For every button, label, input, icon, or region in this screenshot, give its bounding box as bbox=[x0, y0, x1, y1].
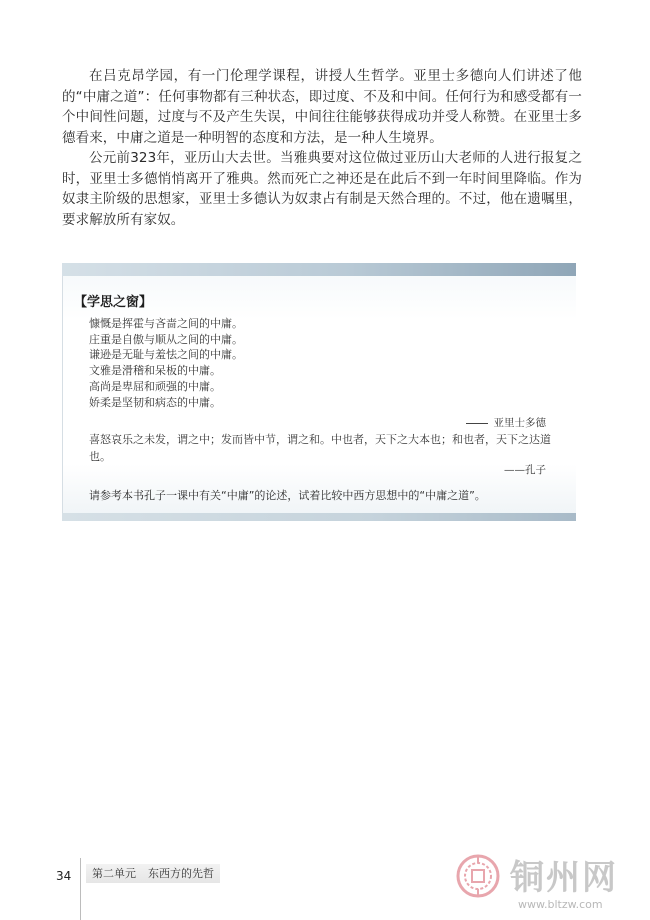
watermark-url: www.bltzw.com bbox=[518, 898, 603, 911]
seal-icon bbox=[456, 854, 500, 898]
watermark-logo bbox=[456, 848, 640, 916]
box-title: 【学思之窗】 bbox=[74, 295, 153, 310]
unit-label bbox=[86, 864, 220, 883]
quote-line: 谦逊是无耻与羞怯之间的中庸。 bbox=[89, 348, 243, 362]
quote-line: 高尚是卑屈和顽强的中庸。 bbox=[89, 379, 221, 393]
page-number: 34 bbox=[56, 869, 72, 883]
exercise-prompt: 请参考本书孔子一课中有关“中庸”的论述，试着比较中西方思想中的“中庸之道”。 bbox=[89, 489, 486, 502]
confucius-quote: 喜怒哀乐之未发，谓之中；发而皆中节，谓之和。中也者，天下之大本也；和也者，天下之达道也。 bbox=[89, 433, 551, 463]
quote-line: 慷慨是挥霍与吝啬之间的中庸。 bbox=[89, 317, 243, 330]
box-bottom-bar bbox=[62, 513, 576, 521]
aristotle-attribution: 亚里士多德 bbox=[466, 415, 547, 430]
paragraph-lyceum: 在吕克昂学园，有一门伦理学课程，讲授人生哲学。亚里士多德向人们讲述了他的“中庸之道”：任何事物都有三种状态，即过度、不及和中间。任何行为和感受都有一个中间性问题，过度与不及产生失误，中间往往能够获得成功并受人称赞。在亚里士多德看来，中庸之道是一种明智的态度和方法，是一种人生境界。 bbox=[62, 68, 582, 146]
box-left-rule bbox=[62, 276, 63, 513]
body-text bbox=[62, 66, 582, 230]
paragraph-death: 公元前323年，亚历山大去世。当雅典要对这位做过亚历山大老师的人进行报复之时，亚里士多德悄悄离开了雅典。然而死亡之神还是在此后不到一年时间里降临。作为奴隶主阶级的思想家，亚里士多德认为奴隶占有制是天然合理的。不过，他在遗嘱里，要求解放所有家奴。 bbox=[62, 150, 582, 228]
box-top-bar bbox=[62, 263, 576, 276]
attribution-dash bbox=[466, 423, 488, 424]
confucius-attribution: ——孔子 bbox=[504, 464, 546, 476]
quote-line: 娇柔是坚韧和病态的中庸。 bbox=[89, 395, 221, 409]
quote-line: 文雅是滑稽和呆板的中庸。 bbox=[89, 364, 221, 378]
footer-divider bbox=[80, 858, 81, 920]
watermark-text: 铜州网 bbox=[510, 858, 618, 898]
unit-title: 东西方的先哲 bbox=[148, 867, 214, 880]
xuesi-window-box bbox=[62, 263, 576, 521]
aristotle-quote bbox=[89, 316, 243, 410]
quote-line: 庄重是自傲与顺从之间的中庸。 bbox=[89, 332, 243, 346]
unit-number: 第二单元 bbox=[92, 867, 136, 880]
